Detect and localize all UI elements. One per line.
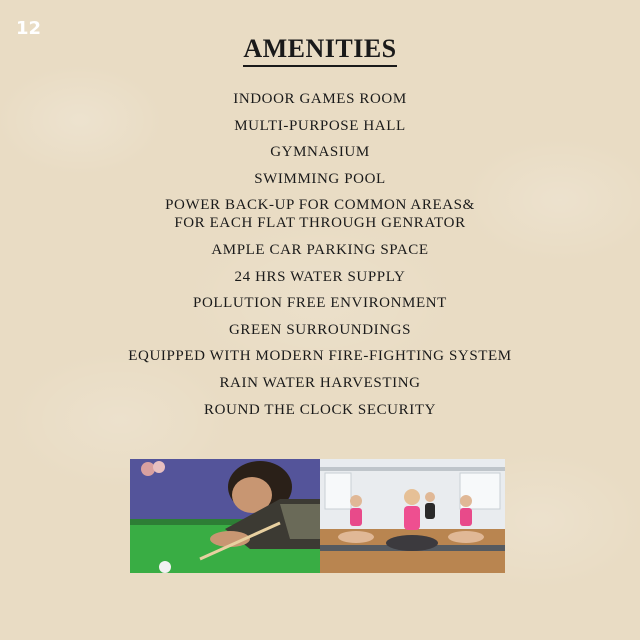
amenity-item: RAIN WATER HARVESTING: [219, 374, 421, 391]
amenity-item: AMPLE CAR PARKING SPACE: [211, 241, 429, 258]
amenity-item: POLLUTION FREE ENVIRONMENT: [193, 295, 447, 312]
amenity-item: MULTI-PURPOSE HALL: [234, 117, 406, 134]
yoga-illustration: [320, 459, 505, 573]
amenity-item: INDOOR GAMES ROOM: [233, 91, 407, 107]
amenity-item: EQUIPPED WITH MODERN FIRE-FIGHTING SYSTEM: [128, 348, 512, 365]
amenity-item: FOR EACH FLAT THROUGH GENRATOR: [174, 215, 466, 232]
amenity-item: GREEN SURROUNDINGS: [228, 321, 412, 338]
amenity-item: GYMNASIUM: [270, 144, 370, 161]
yoga-photo: [320, 459, 505, 573]
amenity-item: SWIMMING POOL: [254, 170, 386, 187]
amenity-item: POWER BACK-UP FOR COMMON AREAS&: [165, 197, 475, 214]
amenity-item: 24 HRS WATER SUPPLY: [234, 268, 406, 285]
amenities-list: [0, 90, 640, 427]
amenity-photos: [130, 459, 505, 573]
page-number: 12: [16, 18, 42, 39]
amenity-item: ROUND THE CLOCK SECURITY: [203, 401, 437, 418]
title-text: AMENITIES: [243, 34, 396, 67]
page-title: [0, 34, 640, 64]
snooker-illustration: [130, 459, 320, 573]
snooker-photo: [130, 459, 320, 573]
